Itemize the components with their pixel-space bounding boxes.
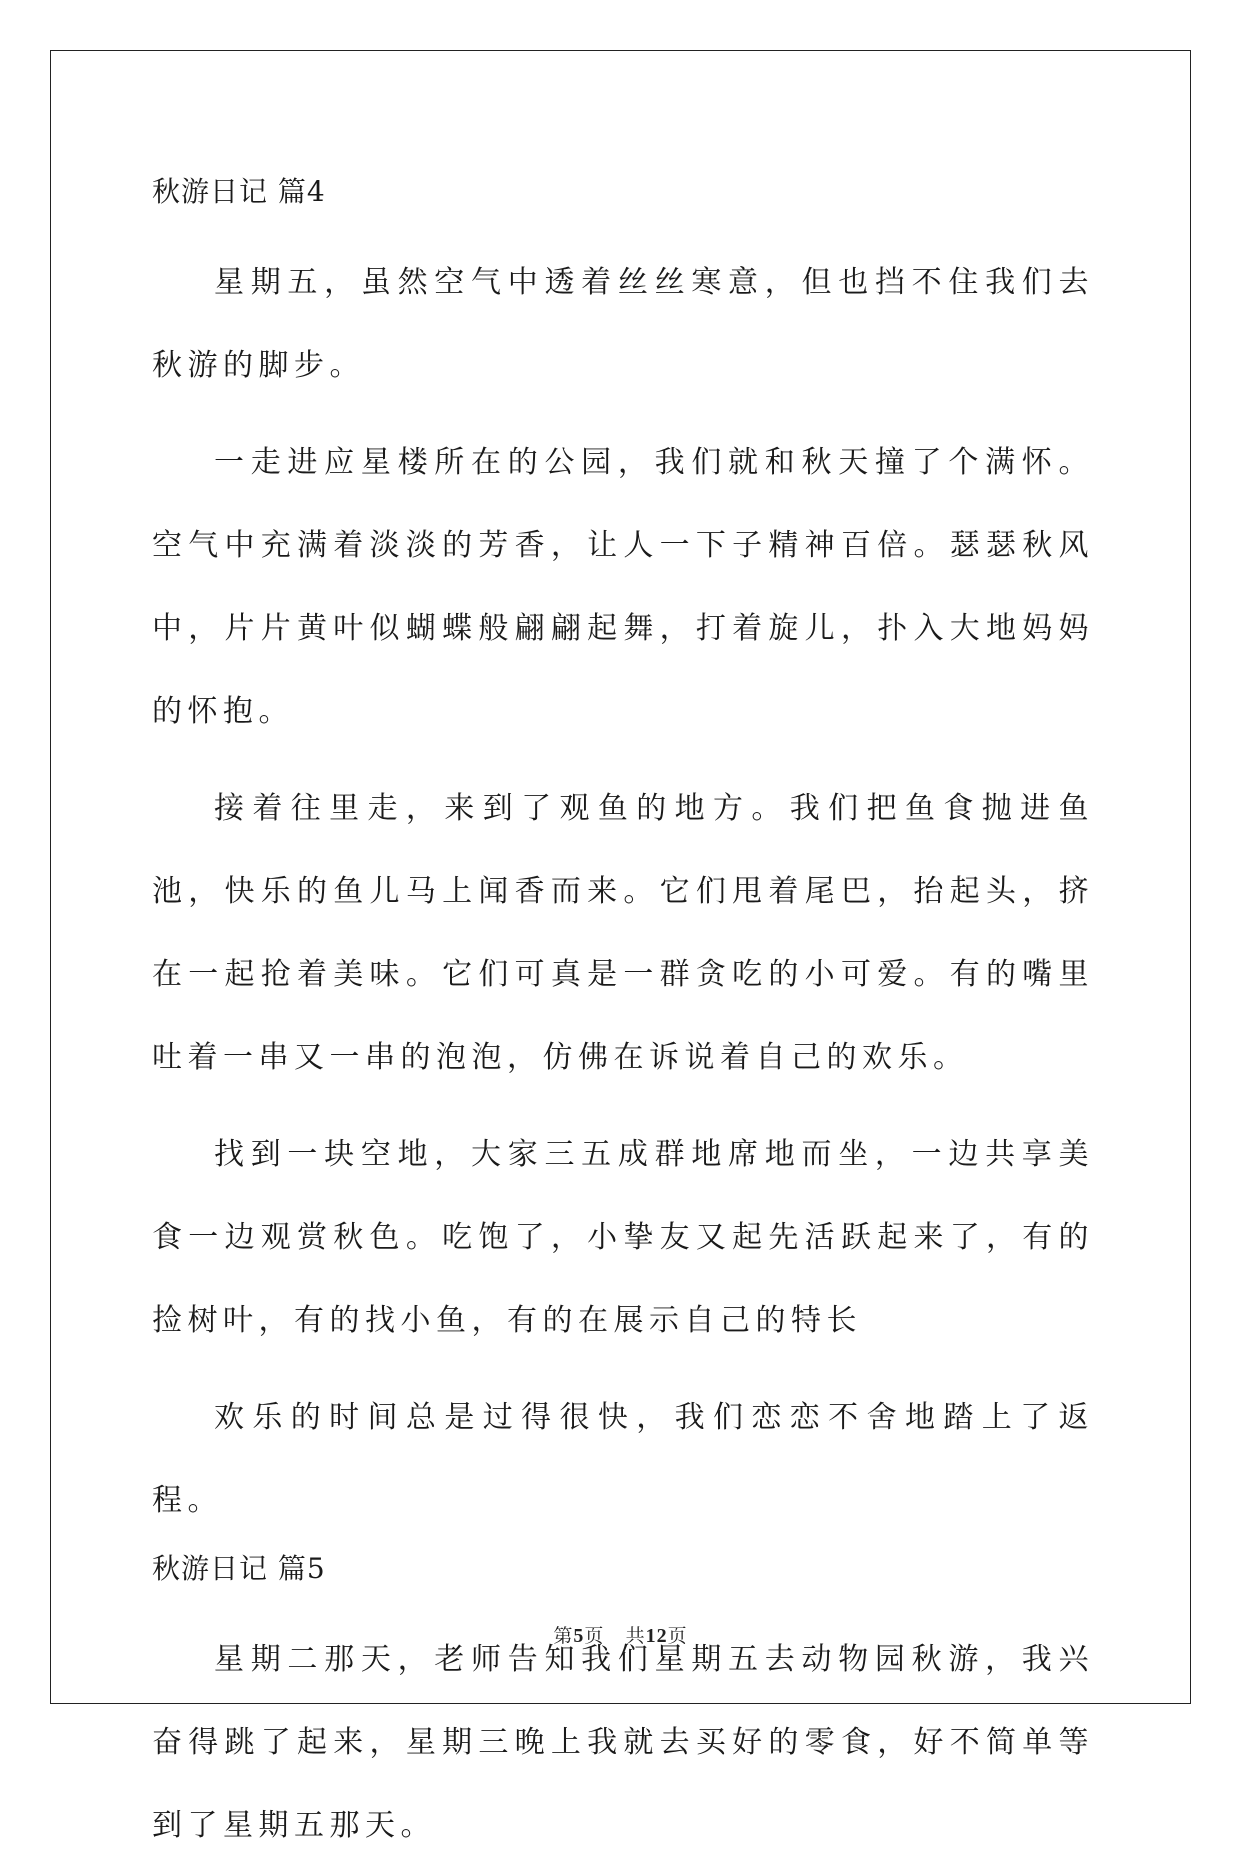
paragraph: 找到一块空地，大家三五成群地席地而坐，一边共享美食一边观赏秋色。吃饱了，小挚友又起先活跃起来了，有的捡树叶，有的找小鱼，有的在展示自己的特长 xyxy=(152,1137,1094,1338)
paragraph: 欢乐的时间总是过得很快，我们恋恋不舍地踏上了返程。 xyxy=(152,1400,1094,1518)
page-number: 5 xyxy=(573,1625,585,1647)
page-footer xyxy=(0,1621,1241,1648)
paragraph: 接着往里走，来到了观鱼的地方。我们把鱼食抛进鱼池，快乐的鱼儿马上闻香而来。它们甩着尾巴，抬起头，挤在一起抢着美味。它们可真是一群贪吃的小可爱。有的嘴里吐着一串又一串的泡泡，仿佛在诉说着自己的欢乐。 xyxy=(152,791,1094,1075)
section-5 xyxy=(152,1542,1094,1867)
section-4 xyxy=(152,165,1094,1542)
total-prefix: 共 xyxy=(625,1625,646,1647)
section-heading: 秋游日记 篇5 xyxy=(152,1552,326,1585)
section-heading: 秋游日记 篇4 xyxy=(152,175,326,208)
total-suffix: 页 xyxy=(667,1625,688,1647)
document-body xyxy=(152,165,1094,1867)
page-prefix: 第 xyxy=(553,1625,574,1647)
page-suffix: 页 xyxy=(584,1625,605,1647)
total-pages: 12 xyxy=(645,1625,668,1647)
paragraph: 星期二那天，老师告知我们星期五去动物园秋游，我兴奋得跳了起来，星期三晚上我就去买好的零食，好不简单等到了星期五那天。 xyxy=(152,1642,1094,1843)
paragraph: 星期五，虽然空气中透着丝丝寒意，但也挡不住我们去秋游的脚步。 xyxy=(152,265,1094,383)
paragraph: 一走进应星楼所在的公园，我们就和秋天撞了个满怀。空气中充满着淡淡的芳香，让人一下子精神百倍。瑟瑟秋风中，片片黄叶似蝴蝶般翩翩起舞，打着旋儿，扑入大地妈妈的怀抱。 xyxy=(152,445,1094,729)
